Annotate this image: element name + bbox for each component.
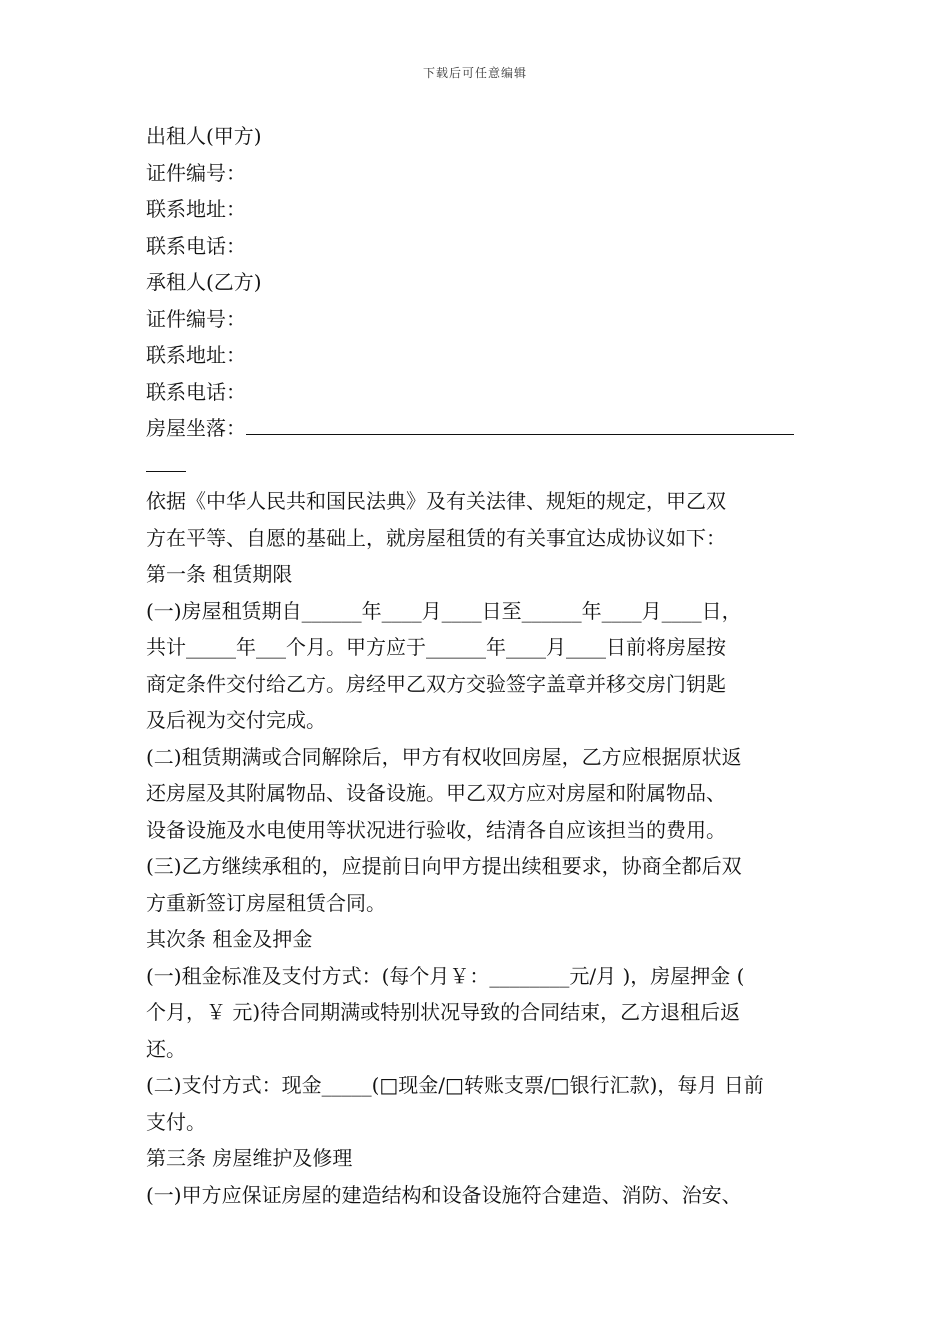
lessee-address-field: 联系地址： (146, 343, 246, 367)
property-location-blank (246, 416, 794, 435)
lessor-phone-field: 联系电话： (146, 233, 246, 258)
lessee-heading: 承租人(乙方) (146, 270, 262, 294)
article-3-heading: 第三条 房屋维护及修理 (146, 1146, 353, 1170)
lessor-id-field: 证件编号： (146, 160, 246, 185)
paragraph-line: 方重新签订房屋租赁合同。 (146, 890, 386, 915)
property-location-label: 房屋坐落： (146, 416, 246, 440)
article-2-heading: 其次条 租金及押金 (146, 927, 313, 951)
paragraph-line: (二)支付方式：现金_____(□现金/□转账支票/□银行汇款)，每月 日前 (146, 1073, 764, 1097)
paragraph-line: (三)乙方继续承租的，应提前日向甲方提出续租要求，协商全都后双 (146, 854, 742, 878)
property-location-field (146, 410, 810, 447)
paragraph-line: (一)甲方应保证房屋的建造结构和设备设施符合建造、消防、治安、 (146, 1182, 742, 1207)
contract-body (146, 118, 810, 1213)
property-location-blank-tail (146, 453, 186, 472)
lessee-phone-field: 联系电话： (146, 379, 246, 404)
paragraph-line: 方在平等、自愿的基础上，就房屋租赁的有关事宜达成协议如下： (146, 525, 726, 550)
paragraph-line: 及后视为交付完成。 (146, 708, 326, 732)
paragraph-line: 设备设施及水电使用等状况进行验收，结清各自应该担当的费用。 (146, 817, 726, 842)
paragraph-line: (一)租金标准及支付方式：(每个月￥：________元/月 )，房屋押金 ( (146, 963, 745, 988)
lessor-heading: 出租人(甲方) (146, 124, 262, 148)
paragraph-line: 个月，￥ 元)待合同期满或特别状况导致的合同结束，乙方退租后返 (146, 1000, 741, 1024)
lessee-id-field: 证件编号： (146, 306, 246, 331)
paragraph-line: 商定条件交付给乙方。房经甲乙双方交验签字盖章并移交房门钥匙 (146, 671, 726, 696)
page-header: 下载后可任意编辑 (422, 66, 527, 80)
paragraph-line: 依据《中华人民共和国民法典》及有关法律、规矩的规定，甲乙双 (146, 489, 726, 513)
paragraph-line: (二)租赁期满或合同解除后，甲方有权收回房屋，乙方应根据原状返 (146, 744, 742, 769)
property-location-blank-continued (146, 447, 810, 484)
article-1-heading: 第一条 租赁期限 (146, 562, 293, 586)
paragraph-line: 还房屋及其附属物品、设备设施。甲乙双方应对房屋和附属物品、 (146, 781, 726, 805)
paragraph-line: 还。 (146, 1036, 186, 1061)
paragraph-line: 共计_____年___个月。甲方应于______年____月____日前将房屋按 (146, 635, 726, 659)
paragraph-line: 支付。 (146, 1109, 206, 1134)
paragraph-line: (一)房屋租赁期自______年____月____日至______年____月____日， (146, 598, 742, 623)
lessor-address-field: 联系地址： (146, 197, 246, 221)
